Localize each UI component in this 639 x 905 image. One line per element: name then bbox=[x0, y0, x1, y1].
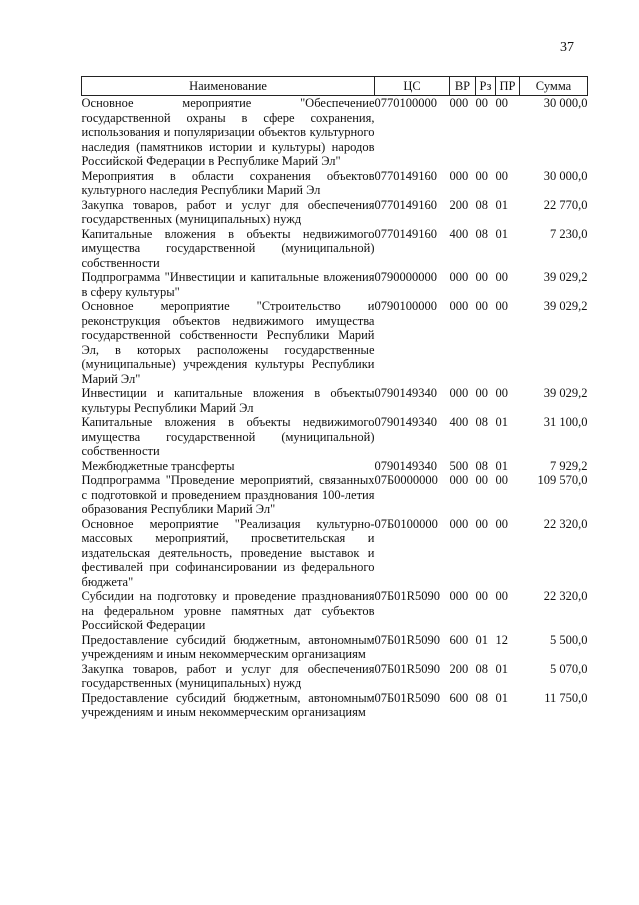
row-name: Основное мероприятие "Строительство и реконструкция объектов недвижимого имущества государственной собственности Республики Марий Эл, в которых расположены государственные (муниципальные) учреждения культуры Республики Марий Эл" bbox=[81, 299, 375, 386]
row-pr: 00 bbox=[495, 589, 508, 603]
row-pr: 01 bbox=[495, 690, 508, 705]
row-cs: 07Б01R5090 bbox=[374, 661, 441, 676]
table-row bbox=[82, 169, 588, 198]
row-name: Предоставление субсидий бюджетным, автономным учреждениям и иным некоммерческим организациям bbox=[81, 690, 375, 719]
row-rz: 08 bbox=[475, 415, 488, 429]
table-row bbox=[82, 589, 588, 633]
row-cs: 07Б01R5090 bbox=[374, 589, 441, 603]
row-pr: 00 bbox=[495, 96, 508, 110]
row-rz: 01 bbox=[475, 632, 488, 647]
row-rz: 08 bbox=[475, 197, 488, 212]
header-rz: Рз bbox=[476, 77, 496, 96]
row-name: Закупка товаров, работ и услуг для обеспечения государственных (муниципальных) нужд bbox=[81, 661, 375, 690]
row-name: Межбюджетные трансферты bbox=[81, 458, 235, 473]
row-pr: 00 bbox=[495, 516, 508, 531]
table-row bbox=[82, 96, 588, 169]
row-name: Подпрограмма "Проведение мероприятий, связанных с подготовкой и проведением празднования 100-летия образования Республики Марий Эл" bbox=[81, 473, 375, 516]
row-pr: 00 bbox=[495, 299, 508, 313]
table-row bbox=[82, 227, 588, 271]
table-row bbox=[82, 691, 588, 720]
row-name: Предоставление субсидий бюджетным, автономным учреждениям и иным некоммерческим организациям bbox=[81, 632, 375, 661]
row-cs: 0770100000 bbox=[374, 96, 437, 110]
row-rz: 00 bbox=[475, 516, 488, 531]
row-name: Мероприятия в области сохранения объектов культурного наследия Республики Марий Эл bbox=[81, 168, 375, 197]
row-rz: 08 bbox=[475, 458, 488, 473]
row-cs: 07Б0100000 bbox=[374, 516, 438, 531]
row-vr: 200 bbox=[449, 197, 469, 212]
row-sum: 22 320,0 bbox=[543, 589, 588, 603]
row-pr: 12 bbox=[495, 632, 508, 647]
header-name: Наименование bbox=[82, 77, 375, 96]
row-cs: 07Б01R5090 bbox=[374, 690, 441, 705]
row-cs: 0790000000 bbox=[374, 270, 437, 284]
row-rz: 00 bbox=[475, 270, 488, 284]
row-vr: 400 bbox=[449, 415, 469, 429]
budget-table bbox=[81, 76, 588, 720]
row-sum: 11 750,0 bbox=[544, 690, 588, 705]
row-pr: 01 bbox=[495, 415, 508, 429]
row-pr: 00 bbox=[495, 473, 508, 487]
table-row bbox=[82, 415, 588, 459]
page-number: 37 bbox=[560, 40, 574, 55]
row-name: Инвестиции и капитальные вложения в объекты культуры Республики Марий Эл bbox=[81, 386, 375, 415]
row-pr: 01 bbox=[495, 226, 508, 241]
row-pr: 00 bbox=[495, 270, 508, 284]
row-vr: 000 bbox=[449, 96, 469, 110]
row-pr: 01 bbox=[495, 197, 508, 212]
row-cs: 0770149160 bbox=[374, 197, 437, 212]
header-vr: ВР bbox=[450, 77, 476, 96]
row-name: Капитальные вложения в объекты недвижимого имущества государственной (муниципальной) собственности bbox=[81, 226, 375, 270]
row-sum: 7 230,0 bbox=[550, 226, 588, 241]
row-rz: 00 bbox=[475, 386, 488, 400]
row-pr: 01 bbox=[495, 458, 508, 473]
row-sum: 22 320,0 bbox=[543, 516, 588, 531]
row-sum: 22 770,0 bbox=[543, 197, 588, 212]
row-sum: 39 029,2 bbox=[543, 299, 588, 313]
row-sum: 39 029,2 bbox=[543, 386, 588, 400]
header-pr: ПР bbox=[496, 77, 520, 96]
table-row bbox=[82, 633, 588, 662]
table-row bbox=[82, 459, 588, 474]
header-cs: ЦС bbox=[375, 77, 450, 96]
row-sum: 5 500,0 bbox=[550, 632, 588, 647]
row-rz: 08 bbox=[475, 690, 488, 705]
row-sum: 31 100,0 bbox=[543, 415, 588, 429]
row-pr: 00 bbox=[495, 168, 508, 183]
row-vr: 500 bbox=[449, 458, 469, 473]
row-rz: 00 bbox=[475, 589, 488, 603]
row-rz: 00 bbox=[475, 299, 488, 313]
row-sum: 5 070,0 bbox=[550, 661, 588, 676]
table-row bbox=[82, 198, 588, 227]
row-vr: 000 bbox=[449, 589, 469, 603]
row-rz: 08 bbox=[475, 226, 488, 241]
row-pr: 00 bbox=[495, 386, 508, 400]
table-row bbox=[82, 662, 588, 691]
row-rz: 08 bbox=[475, 661, 488, 676]
row-cs: 0790100000 bbox=[374, 299, 437, 313]
row-cs: 0770149160 bbox=[374, 168, 437, 183]
row-sum: 109 570,0 bbox=[537, 473, 588, 487]
row-name: Капитальные вложения в объекты недвижимого имущества государственной (муниципальной) собственности bbox=[81, 415, 375, 458]
table-row bbox=[82, 473, 588, 517]
row-cs: 07Б01R5090 bbox=[374, 632, 441, 647]
row-name: Закупка товаров, работ и услуг для обеспечения государственных (муниципальных) нужд bbox=[81, 197, 375, 226]
row-vr: 000 bbox=[449, 516, 469, 531]
row-pr: 01 bbox=[495, 661, 508, 676]
row-cs: 0770149160 bbox=[374, 226, 437, 241]
row-sum: 30 000,0 bbox=[543, 96, 588, 110]
row-vr: 000 bbox=[449, 299, 469, 313]
row-vr: 000 bbox=[449, 168, 469, 183]
table-row bbox=[82, 270, 588, 299]
table-row bbox=[82, 386, 588, 415]
table-row bbox=[82, 299, 588, 386]
row-vr: 600 bbox=[449, 632, 469, 647]
row-sum: 7 929,2 bbox=[550, 458, 588, 473]
row-vr: 200 bbox=[449, 661, 469, 676]
row-vr: 600 bbox=[449, 690, 469, 705]
row-name: Субсидии на подготовку и проведение празднования на федеральном уровне памятных дат субъектов Российской Федерации bbox=[81, 589, 375, 632]
row-vr: 000 bbox=[449, 473, 469, 487]
table-header-row bbox=[82, 77, 588, 96]
table-row bbox=[82, 517, 588, 590]
row-sum: 30 000,0 bbox=[543, 168, 588, 183]
row-cs: 0790149340 bbox=[374, 415, 437, 429]
row-vr: 400 bbox=[449, 226, 469, 241]
row-vr: 000 bbox=[449, 386, 469, 400]
row-cs: 07Б0000000 bbox=[374, 473, 438, 487]
row-rz: 00 bbox=[475, 473, 488, 487]
row-name: Основное мероприятие "Реализация культурно-массовых мероприятий, просветительская и издательская деятельность, проведение выставок и фестивалей при софинансировании из федерального бюджета" bbox=[81, 516, 375, 589]
row-vr: 000 bbox=[449, 270, 469, 284]
row-rz: 00 bbox=[475, 168, 488, 183]
row-sum: 39 029,2 bbox=[543, 270, 588, 284]
header-sum: Сумма bbox=[520, 77, 588, 96]
row-name: Основное мероприятие "Обеспечение государственной охраны в сфере сохранения, использования и популяризации объектов культурного наследия (памятников истории и культуры) народов Российской Федерации в Республике Марий Эл" bbox=[81, 96, 375, 168]
row-name: Подпрограмма "Инвестиции и капитальные вложения в сферу культуры" bbox=[81, 270, 375, 299]
row-rz: 00 bbox=[475, 96, 488, 110]
row-cs: 0790149340 bbox=[374, 458, 437, 473]
row-cs: 0790149340 bbox=[374, 386, 437, 400]
